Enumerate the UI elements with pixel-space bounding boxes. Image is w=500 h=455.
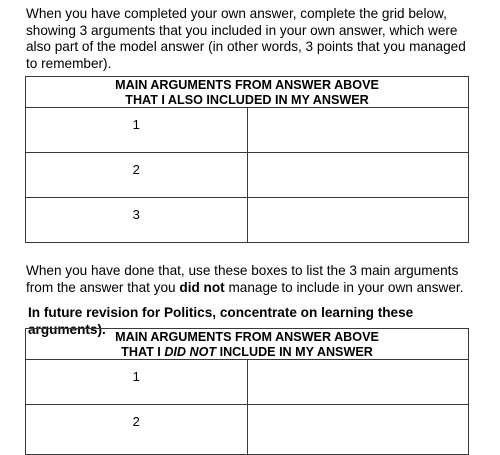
row-number: 1	[26, 360, 248, 405]
answer-cell[interactable]	[247, 198, 469, 243]
row-number: 2	[26, 153, 248, 198]
grid-header-line: MAIN ARGUMENTS FROM ANSWER ABOVE	[115, 78, 379, 92]
grid-header-text: INCLUDE IN MY ANSWER	[216, 344, 373, 359]
grid-row	[26, 108, 469, 153]
grid-header-text: THAT I	[121, 344, 165, 359]
grid-row	[26, 153, 469, 198]
answer-cell[interactable]	[247, 153, 469, 198]
intro-paragraph: When you have completed your own answer, complete the grid below, showing 3 arguments that you included in your own answer, which were also part of the model answer (in other words, 3 points that you managed to remember).	[26, 6, 466, 71]
row-number: 1	[26, 108, 248, 153]
grid-header-line: MAIN ARGUMENTS FROM ANSWER ABOVE	[115, 330, 379, 344]
answer-cell[interactable]	[247, 405, 469, 455]
grid-header-line	[26, 345, 468, 360]
grid-header	[26, 77, 469, 108]
row-number: 2	[26, 405, 248, 455]
included-arguments-grid	[25, 76, 469, 243]
grid-row	[26, 405, 469, 455]
grid-header-line: THAT I ALSO INCLUDED IN MY ANSWER	[125, 92, 369, 107]
emphasis-text: did not	[179, 279, 225, 295]
missed-arguments-grid	[25, 328, 469, 455]
grid-row	[26, 360, 469, 405]
answer-cell[interactable]	[247, 360, 469, 405]
grid-header	[26, 329, 469, 360]
revision-advice: In future revision for Politics, concentrate on learning these arguments).	[28, 305, 414, 337]
instructions-text: manage to include in your own answer.	[224, 279, 464, 295]
instructions-paragraph	[26, 263, 476, 296]
instructions-text: When you have done that, use these boxes to list the 3 main arguments from the answer that you	[26, 263, 459, 295]
row-number: 3	[26, 198, 248, 243]
grid-row	[26, 198, 469, 243]
answer-cell[interactable]	[247, 108, 469, 153]
grid-header-emphasis: DID NOT	[164, 344, 217, 359]
